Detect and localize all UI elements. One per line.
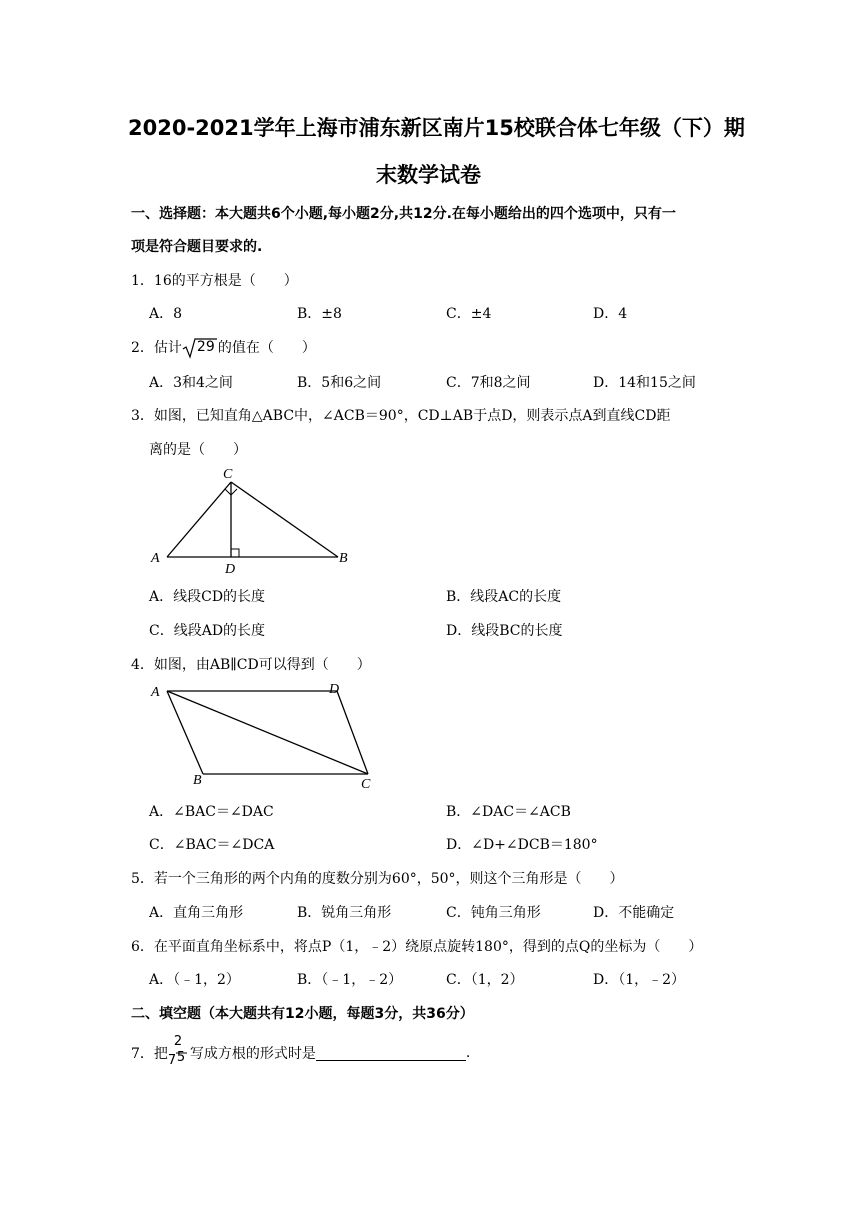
question-4-option-b: B．∠DAC＝∠ACB	[446, 804, 571, 820]
power-base: 7	[167, 1053, 177, 1068]
figure-label-c: C	[223, 467, 233, 482]
question-1-option-d: D．4	[593, 306, 628, 322]
right-angle-mark-d	[231, 549, 239, 557]
question-3-option-b: B．线段AC的长度	[446, 589, 562, 605]
question-6-stem: 6．在平面直角坐标系中，将点P（1，﹣2）绕原点旋转180°，得到的点Q的坐标为（ ）	[131, 939, 703, 955]
question-4-option-c: C．∠BAC＝∠DCA	[149, 837, 275, 853]
exponent-denominator: 5	[176, 1050, 186, 1065]
question-5-option-c: C．钝角三角形	[446, 905, 541, 921]
question-5-stem: 5．若一个三角形的两个内角的度数分别为60°，50°，则这个三角形是（ ）	[131, 871, 624, 887]
question-6-option-d: D．（1，﹣2）	[593, 972, 686, 988]
power-expression	[168, 1036, 190, 1070]
question-2-option-c: C．7和8之间	[446, 375, 531, 391]
figure-label-d: D	[329, 682, 340, 697]
question-1-option-b: B．±8	[297, 306, 342, 322]
answer-blank[interactable]	[316, 1046, 466, 1061]
question-7-after: 写成方根的形式时是	[189, 1046, 316, 1062]
question-3-stem-line1: 3．如图，已知直角△ABC中，∠ACB＝90°，CD⊥AB于点D，则表示点A到直线CD距	[131, 408, 671, 424]
question-1-option-c: C．±4	[446, 306, 492, 322]
radicand: 29	[196, 339, 215, 355]
figure-label-b: B	[339, 551, 348, 566]
question-7-before: 7．把	[131, 1046, 168, 1062]
question-4-stem: 4．如图，由AB∥CD可以得到（ ）	[131, 657, 371, 673]
question-4-option-d: D．∠D+∠DCB＝180°	[446, 837, 598, 853]
exponent-numerator: 2	[173, 1034, 183, 1049]
question-5-option-d: D．不能确定	[593, 905, 675, 921]
section1-header-line2: 项是符合题目要求的.	[131, 239, 263, 255]
question-2-stem-before: 2．估计	[131, 340, 182, 356]
segment-ac	[167, 482, 231, 557]
figure-parallelogram	[145, 678, 380, 794]
question-3-stem-line2: 离的是（ ）	[149, 442, 247, 458]
figure-label-b: B	[193, 773, 202, 788]
sqrt-radical	[182, 337, 218, 359]
question-5-option-a: A．直角三角形	[149, 905, 244, 921]
section1-header-line1: 一、选择题：本大题共6个小题,每小题2分,共12分.在每小题给出的四个选项中，只有一	[131, 206, 676, 222]
question-3-option-a: A．线段CD的长度	[149, 589, 266, 605]
question-2-option-b: B．5和6之间	[297, 375, 382, 391]
question-5-option-b: B．锐角三角形	[297, 905, 392, 921]
page-title-line2: 末数学试卷	[376, 163, 481, 187]
figure-label-c: C	[361, 777, 371, 792]
question-6-option-a: A．（﹣1，2）	[149, 972, 240, 988]
question-3-option-d: D．线段BC的长度	[446, 623, 563, 639]
question-1-option-a: A．8	[149, 306, 183, 322]
question-7-end: .	[465, 1045, 471, 1061]
figure-right-triangle	[145, 462, 355, 574]
question-2-option-d: D．14和15之间	[593, 375, 696, 391]
page-title-line1: 2020-2021学年上海市浦东新区南片15校联合体七年级（下）期	[128, 116, 745, 140]
question-1-stem: 1．16的平方根是（ ）	[131, 273, 298, 289]
question-2-option-a: A．3和4之间	[149, 375, 233, 391]
segment-dc	[337, 691, 368, 774]
figure-label-a: A	[151, 551, 160, 566]
question-7-stem	[131, 1036, 470, 1070]
question-2-stem	[131, 337, 316, 359]
section2-header: 二、填空题（本大题共有12小题，每题3分，共36分）	[131, 1006, 474, 1022]
figure-label-a: A	[151, 685, 160, 700]
question-4-option-a: A．∠BAC＝∠DAC	[149, 804, 274, 820]
question-3-option-c: C．线段AD的长度	[149, 623, 266, 639]
question-6-option-b: B．（﹣1，﹣2）	[297, 972, 403, 988]
question-6-option-c: C．（1，2）	[446, 972, 524, 988]
figure-label-d: D	[225, 562, 236, 574]
segment-bc	[231, 482, 338, 557]
question-2-stem-after: 的值在（ ）	[217, 340, 316, 356]
